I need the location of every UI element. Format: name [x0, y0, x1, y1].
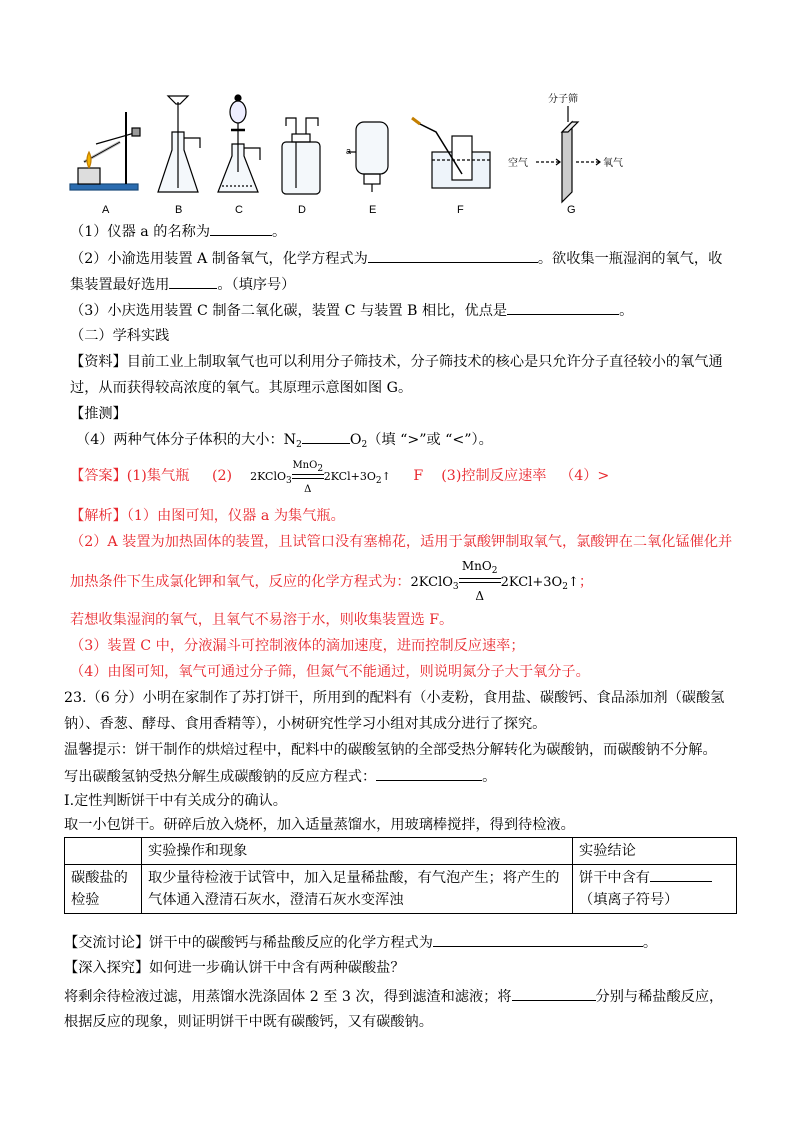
- answer-blank[interactable]: [512, 986, 596, 1001]
- table-header-cell: [65, 838, 142, 865]
- answer-blank[interactable]: [368, 248, 538, 263]
- infer-heading: 【推测】: [70, 406, 127, 422]
- apparatus-a-drawing: [70, 112, 140, 190]
- analysis-line-3: 加热条件下生成氯化钾和氧气，反应的化学方程式为：2KClO$_3$ MnO$_2$ Δ $2KCl+3O_2↑$；: [70, 559, 594, 603]
- fig-label-c: C: [235, 204, 243, 216]
- answer-blank[interactable]: [169, 274, 217, 289]
- answer-blank[interactable]: [302, 429, 350, 444]
- apparatus-figure: [60, 92, 660, 224]
- table-row: [65, 865, 737, 914]
- table-cell: 取少量待检液于试管中，加入足量稀盐酸，有气泡产生；将产生的 气体通入澄清石灰水，澄清石灰水变浑浊: [142, 865, 573, 914]
- fig-label-e: E: [369, 204, 377, 216]
- table-header-row: [65, 838, 737, 865]
- apparatus-d-drawing: [282, 118, 320, 194]
- table-cell: 饼干中含有 （填离子符号）: [573, 865, 737, 914]
- reaction-condition: MnO2 Δ: [292, 460, 324, 495]
- deep-line-3: 根据反应的现象，则证明饼干中既有碳酸钙，又有碳酸钠。: [64, 1014, 433, 1030]
- q23-line-6: 取一小包饼干。研碎后放入烧杯，加入适量蒸馏水，用玻璃棒搅拌，得到待检液。: [64, 817, 575, 833]
- sieve-label: 分子筛: [548, 94, 578, 105]
- analysis-line-1: 【解析】（1）由图可知，仪器 a 为集气瓶。: [70, 508, 345, 524]
- analysis-line-2: （2）A 装置为加热固体的装置，且试管口没有塞棉花，适用于氯酸钾制取氧气，氯酸钾在二氧化锰催化并: [70, 534, 733, 550]
- apparatus-e-drawing: [348, 122, 388, 192]
- apparatus-c-drawing: [218, 95, 260, 192]
- fig-label-a: A: [102, 204, 110, 216]
- fig-label-b: B: [175, 204, 183, 216]
- fig-label-f: F: [457, 204, 464, 216]
- q23-line-5: I.定性判断饼干中有关成分的确认。: [64, 793, 287, 809]
- air-label: 空气: [508, 158, 528, 169]
- fig-label-d: D: [298, 204, 306, 216]
- answer-blank[interactable]: [650, 867, 712, 882]
- analysis-line-4: 若想收集湿润的氧气，且氧气不易溶于水，则收集装置选 F。: [70, 612, 454, 628]
- question-4: （4）两种气体分子体积的大小：$N_2$ $O_2$（填 “>”或 “<”）。: [76, 429, 493, 455]
- answer-blank[interactable]: [376, 766, 482, 781]
- question-2-line-1: （2）小渝选用装置 A 制备氧气，化学方程式为 。欲收集一瓶湿润的氧气，收: [70, 248, 722, 269]
- apparatus-g-drawing: [536, 106, 600, 202]
- analysis-line-5: （3）装置 C 中，分液漏斗可控制液体的滴加速度，进而控制反应速率；: [70, 638, 525, 654]
- question-1: （1）仪器 a 的名称为 。: [70, 221, 286, 242]
- answer-line: 【答案】(1)集气瓶 (2) 2KClO$_3$ MnO2 Δ $2KCl+3O_2↑$ F (3)控制反应速率 （4）>: [70, 460, 610, 495]
- apparatus-f-drawing: [412, 118, 490, 188]
- material-line-2: 过，从而获得较高浓度的氧气。其原理示意图如图 G。: [70, 380, 413, 396]
- apparatus-b-drawing: [158, 96, 200, 192]
- table-header-cell: 实验操作和现象: [142, 838, 573, 865]
- experiment-table: [64, 837, 737, 914]
- question-2-line-2: 集装置最好选用 。（填序号）: [70, 274, 295, 295]
- answer-blank[interactable]: [433, 932, 643, 947]
- question-3: （3）小庆选用装置 C 制备二氧化碳，装置 C 与装置 B 相比，优点是 。: [70, 300, 633, 321]
- table-cell: 碳酸盐的 检验: [65, 865, 142, 914]
- q23-line-2: 钠）、香葱、酵母、食用香精等），小树研究性学习小组对其成分进行了探究。: [64, 716, 547, 732]
- material-line-1: 【资料】目前工业上制取氧气也可以利用分子筛技术，分子筛技术的核心是只允许分子直径较小的氧气通: [70, 354, 723, 370]
- deep-line-1: 【深入探究】如何进一步确认饼干中含有两种碳酸盐？: [64, 960, 405, 976]
- analysis-line-6: （4）由图可知，氧气可通过分子筛，但氮气不能通过，则说明氮分子大于氧分子。: [70, 664, 590, 680]
- fig-label-g: G: [567, 204, 576, 216]
- oxygen-label: 氧气: [603, 158, 623, 169]
- discuss-line: 【交流讨论】饼干中的碳酸钙与稀盐酸反应的化学方程式为 。: [64, 932, 657, 953]
- table-header-cell: 实验结论: [573, 838, 737, 865]
- answer-blank[interactable]: [210, 221, 272, 236]
- reaction-condition: MnO$_2$ Δ: [459, 570, 501, 594]
- answer-blank[interactable]: [507, 300, 619, 315]
- deep-line-2: 将剩余待检液过滤，用蒸馏水洗涤固体 2 至 3 次，得到滤渣和滤液；将 分别与稀盐酸反应，: [64, 986, 723, 1007]
- q23-line-1: 23.（6 分）小明在家制作了苏打饼干，所用到的配料有（小麦粉，食用盐、碳酸钙、食品添加剂（碳酸氢: [64, 690, 725, 706]
- section-heading: （二）学科实践: [70, 328, 170, 344]
- q23-line-3: 温馨提示：饼干制作的烘焙过程中，配料中的碳酸氢钠的全部受热分解转化为碳酸钠，而碳酸钠不分解。: [64, 742, 717, 758]
- instrument-a-label: a: [346, 146, 352, 156]
- q23-line-4: 写出碳酸氢钠受热分解生成碳酸钠的反应方程式： 。: [64, 766, 496, 787]
